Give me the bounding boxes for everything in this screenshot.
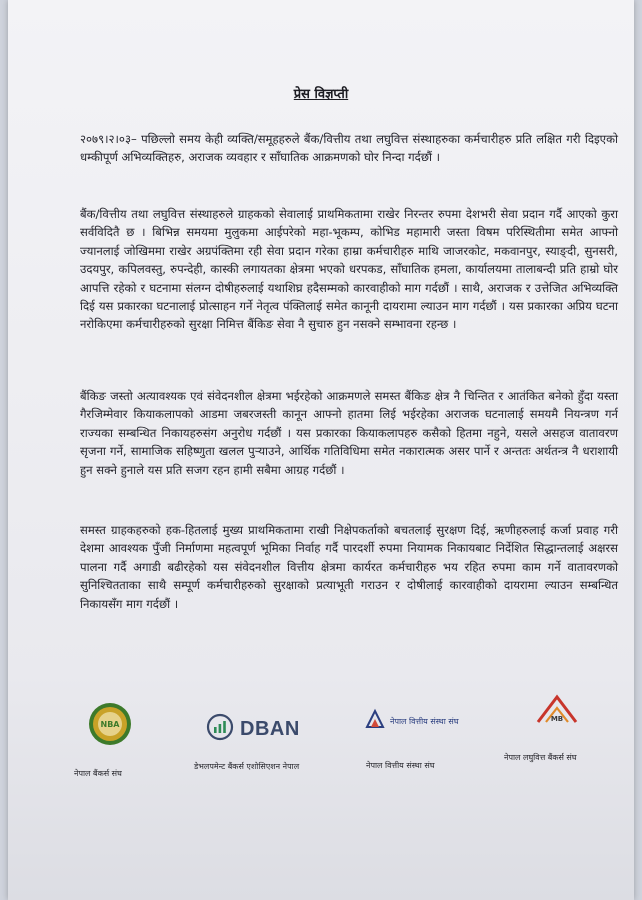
paragraph-2: बैंक/वित्तीय तथा लघुवित्त संस्थाहरुले ग्राहकको सेवालाई प्राथमिकतामा राखेर निरन्तर रुपमा देशभरी सेवा प्रदान गर्दै आएको कुरा सर्वविदितै छ । बिभिन्न समयमा मुलुकमा आईपरेको महा-भूकम्प, कोभिड महामारी जस्ता विषम परिस्थितीमा समेत आफ्नो ज्यानलाई जोखिममा राखेर अग्रपंक्तिमा रही सेवा प्रदान गरेका हाम्रा कर्मचारीहरु माथि जाजरकोट, मकवानपुर, स्याङ्दी, सुनसरी, उदयपुर, कपिलवस्तु, रुपन्देही, कास्की लगायतका क्षेत्रमा भएको धरपकड, साँघातिक हमला, कार्यालयमा तालाबन्दी प्रति हाम्रो घोर आपत्ति रहेको र घटनामा संलग्न दोषीहरुलाई यथाशिघ्र हदैसम्मको कारवाहीको माग गर्दछौं । साथै, अराजक र उत्तेजित अभिव्यक्ति दिई यस प्रकारका घटनालाई प्रोत्साहन गर्ने नेतृत्व पंक्तिलाई समेत कानूनी दायरामा ल्याउन माग गर्दछौं । यस प्रकारका अप्रिय घटना नरोकिएमा कर्मचारीहरुको सुरक्षा निमित्त बैंकिङ सेवा नै सुचारु हुन नसक्ने सम्भावना रहन्छ ।	[80, 207, 618, 332]
nepal-microfinance-bankers-logo-icon	[536, 694, 578, 726]
nepal-bankers-association-seal-icon	[88, 702, 132, 746]
nfia-emblem-icon	[364, 708, 386, 734]
signatory-name-nmba: नेपाल लघुवित्त बैंकर्स संघ	[504, 753, 577, 762]
signatory-name-nfia: नेपाल वित्तीय संस्था संघ	[366, 761, 435, 770]
nfia-logo-text: नेपाल वित्तीय संस्था संघ	[390, 716, 459, 726]
nepal-financial-institutions-logo	[364, 708, 459, 734]
nba-logo-text: NBA	[100, 720, 120, 729]
nmba-logo-text: MB	[550, 715, 564, 723]
paragraph-3: बैंकिङ जस्तो अत्यावश्यक एवं संवेदनशील क्षेत्रमा भईरहेको आक्रमणले समस्त बैंकिङ क्षेत्र नै चिन्तित र आतंकित बनेको हुँदा यस्ता गैरजिम्मेवार कियाकलापको आडमा जबरजस्ती कानून आफ्नो हातमा लिई भईरहेका अराजक घटनालाई समयमै नियन्त्रण गर्न राज्यका सम्बन्धित निकायहरुसंग अनुरोध गर्दछौं । यस प्रकारका कियाकलापहरु कसैको हितमा नहुने, यसले असहज वातावरण सृजना गर्ने, सामाजिक सहिष्णुता खलल पुर्‍याउने, आर्थिक गतिविधिमा समेत नकारात्मक असर पार्ने र अन्ततः अर्थतन्त्र नै धराशायी हुन सक्ने हुनाले यस प्रति सजग रहन हामी सबैमा आग्रह गर्दछौं ।	[80, 389, 618, 477]
press-release-sheet	[8, 0, 634, 900]
paragraph-1: २०७९।२।०३– पछिल्लो समय केही व्यक्ति/समूहहरुले बैंक/वित्तीय तथा लघुवित्त संस्थाहरुका कर्मचारीहरु प्रति लक्षित गरी दिइएको धम्कीपूर्ण अभिव्यक्तिहरु, अराजक व्यवहार र साँघातिक आक्रमणको घोर निन्दा गर्दछौं ।	[80, 132, 618, 165]
signatory-name-dban: डेभलपमेन्ट बैंकर्स एशोसिएशन नेपाल	[194, 762, 300, 771]
dban-logo	[206, 713, 300, 745]
signatory-name-nba: नेपाल बैंकर्स संघ	[74, 769, 122, 778]
paragraph-4: समस्त ग्राहकहरुको हक-हितलाई मुख्य प्राथमिकतामा राखी निक्षेपकर्ताको बचतलाई सुरक्षण दिई, ऋणीहरुलाई कर्जा प्रवाह गरी देशमा आवश्यक पुँजी निर्माणमा महत्वपूर्ण भूमिका निर्वाह गर्दै पारदर्शी रुपमा नियामक निकायबाट निर्देशित सिद्धान्तलाई अक्षरस पालना गर्दै अगाडी बढीरहेको यस संवेदनशील वित्तीय क्षेत्रमा कार्यरत कर्मचारीहरु भय रहित रुपमा काम गर्ने वातावरणको सुनिश्चितताका साथै सम्पूर्ण कर्मचारीहरुको सुरक्षाको प्रत्याभूती गराउन र दोषीलाई कारवाहीको दायरामा ल्याउन सम्बन्धित निकायसँग माग गर्दछौं ।	[80, 523, 618, 611]
dban-logo-text: DBAN	[240, 717, 300, 740]
page-title: प्रेस विज्ञप्ती	[293, 87, 349, 102]
dban-emblem-icon	[206, 713, 234, 745]
